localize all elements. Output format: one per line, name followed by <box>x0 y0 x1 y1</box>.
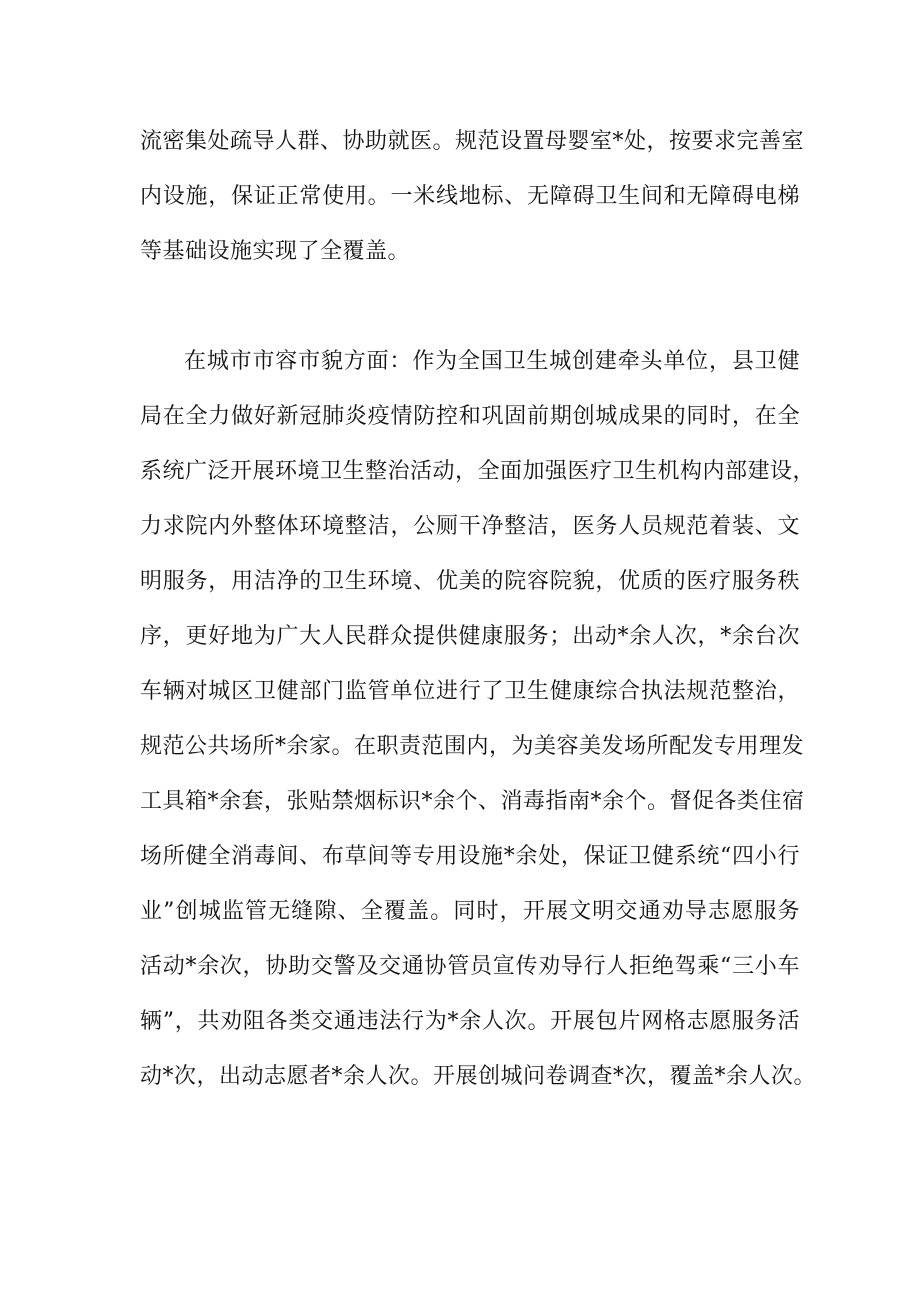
paragraph-2-line-6: 序，更好地为广大人民群众提供健康服务；出动*余人次，*余台次 <box>140 624 800 649</box>
paragraph-1-line-2: 内设施，保证正常使用。一米线地标、无障碍卫生间和无障碍电梯 <box>140 184 800 209</box>
paragraph-2-line-8: 规范公共场所*余家。在职责范围内，为美容美发场所配发专用理发 <box>140 734 805 759</box>
paragraph-1-line-3: 等基础设施实现了全覆盖。 <box>140 239 411 264</box>
paragraph-2-line-13: 辆”，共劝阻各类交通违法行为*余人次。开展包片网格志愿服务活 <box>140 1009 800 1034</box>
paragraph-2-line-7: 车辆对城区卫健部门监管单位进行了卫生健康综合执法规范整治， <box>140 679 800 704</box>
paragraph-2-line-12: 活动*余次，协助交警及交通协管员宣传劝导行人拒绝驾乘“三小车 <box>140 954 800 979</box>
paragraph-2-line-4: 力求院内外整体环境整洁，公厕干净整洁，医务人员规范着装、文 <box>140 514 800 539</box>
paragraph-2-line-10: 场所健全消毒间、布草间等专用设施*余处，保证卫健系统“四小行 <box>140 844 800 869</box>
paragraph-2-line-2: 局在全力做好新冠肺炎疫情防控和巩固前期创城成果的同时，在全 <box>140 404 800 429</box>
paragraph-2-line-1: 在城市市容市貌方面：作为全国卫生城创建牵头单位，县卫健 <box>184 349 800 374</box>
paragraph-2-line-3: 系统广泛开展环境卫生整治活动，全面加强医疗卫生机构内部建设， <box>140 459 816 484</box>
paragraph-2-line-5: 明服务，用洁净的卫生环境、优美的院容院貌，优质的医疗服务秩 <box>140 569 800 594</box>
paragraph-2-line-14: 动*次，出动志愿者*余人次。开展创城问卷调查*次，覆盖*余人次。 <box>140 1064 817 1089</box>
paragraph-2-line-11: 业”创城监管无缝隙、全覆盖。同时，开展文明交通劝导志愿服务 <box>140 899 800 924</box>
paragraph-2-line-9: 工具箱*余套，张贴禁烟标识*余个、消毒指南*余个。督促各类住宿 <box>140 789 805 814</box>
paragraph-1-line-1: 流密集处疏导人群、协助就医。规范设置母婴室*处，按要求完善室 <box>140 129 805 154</box>
